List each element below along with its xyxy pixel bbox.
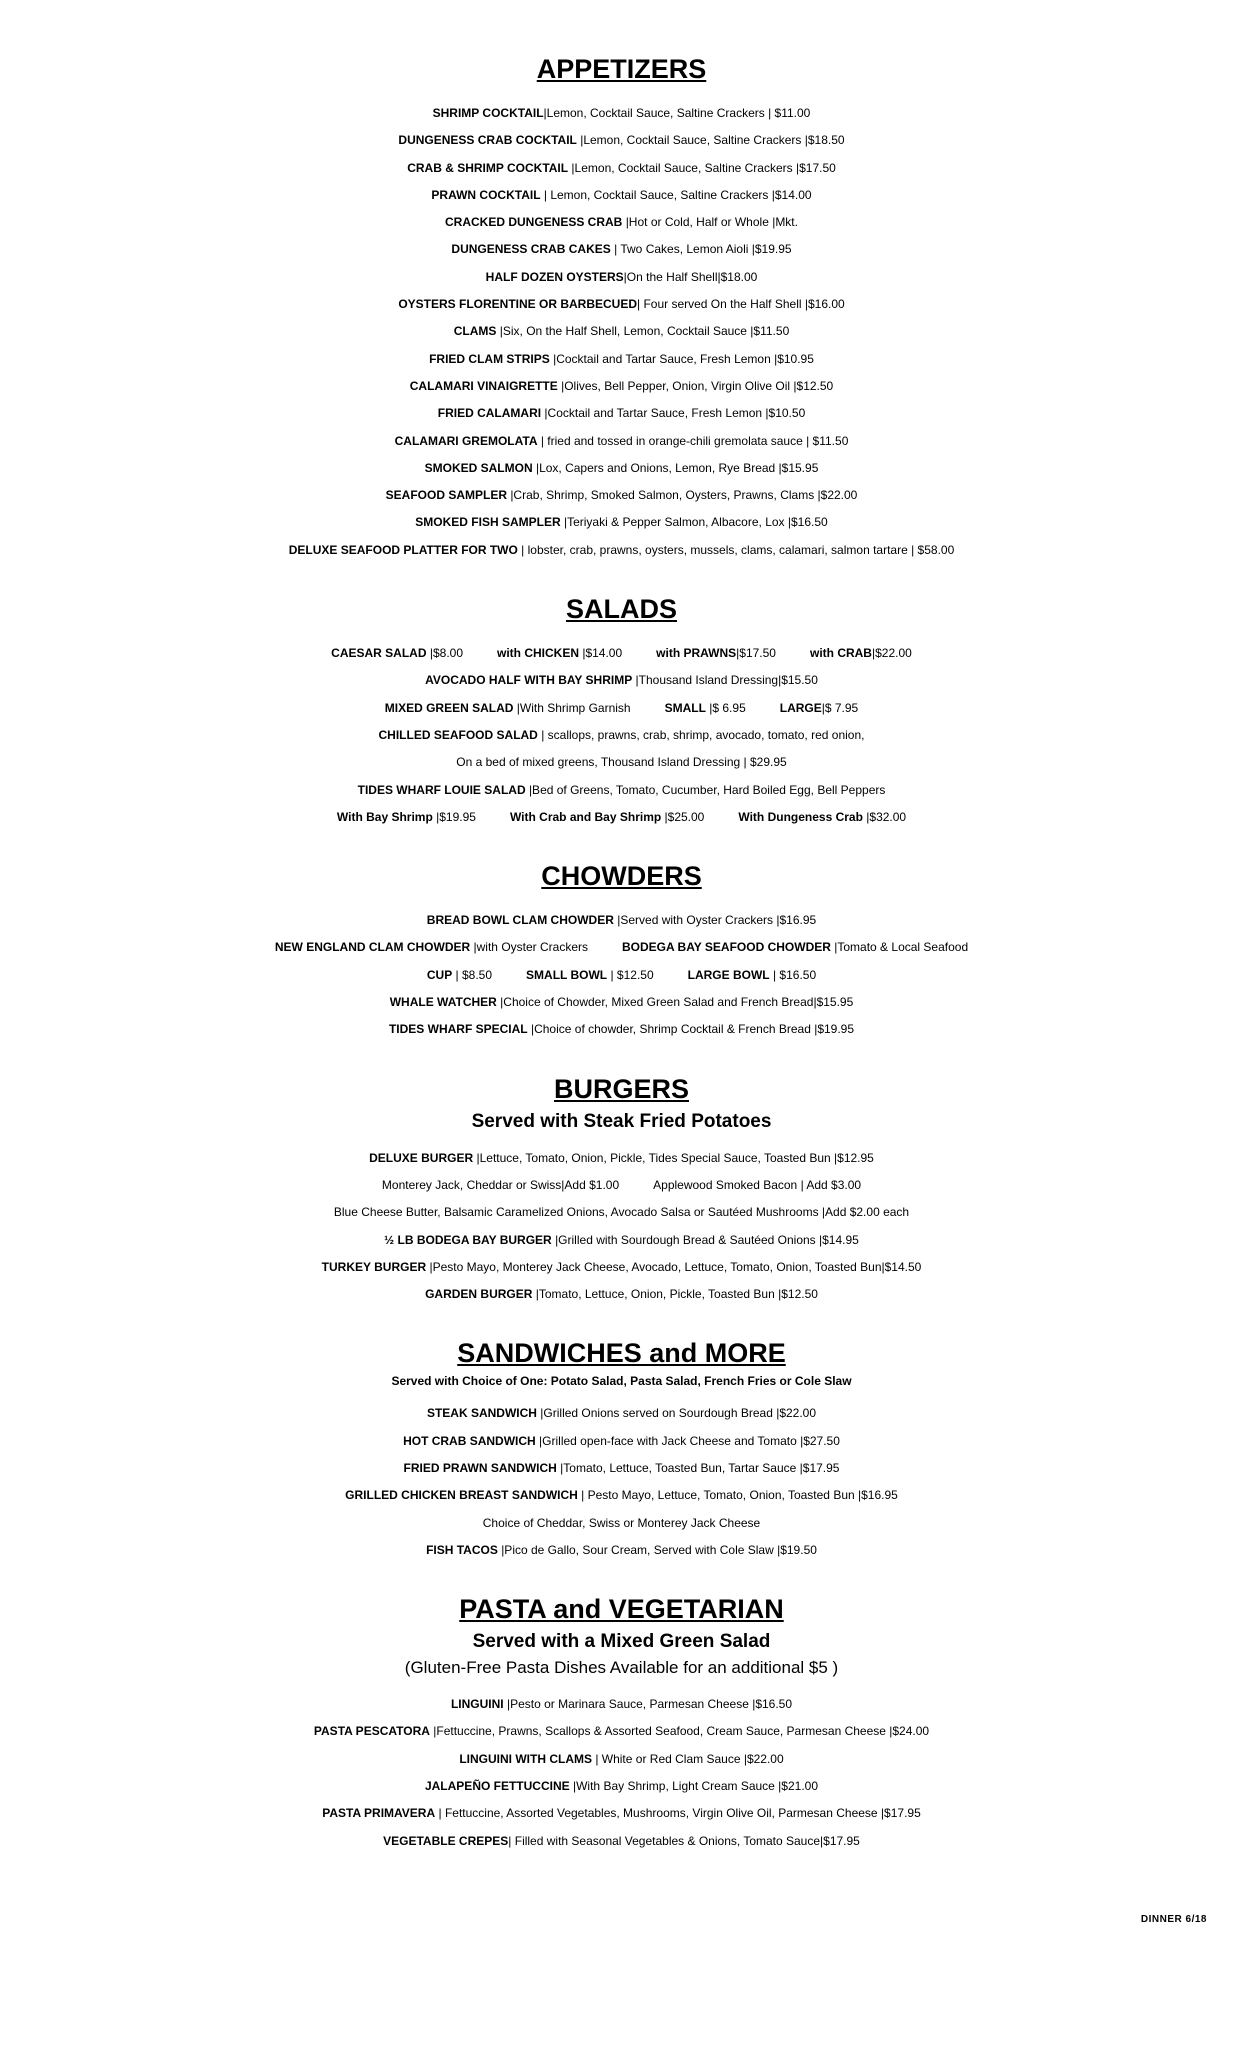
- menu-item: [445, 215, 798, 229]
- item-description: | Pesto Mayo, Lettuce, Tomato, Onion, Toasted Bun |$16.95: [577, 1488, 898, 1503]
- menu-item: [410, 379, 833, 393]
- item-name: FRIED CALAMARI: [437, 406, 542, 421]
- item-description: |Grilled open-face with Jack Cheese and Tomato |$27.50: [535, 1433, 840, 1448]
- menu-item: [334, 1205, 909, 1219]
- menu-line: [0, 1691, 1243, 1718]
- item-description: |Lemon, Cocktail Sauce, Saltine Crackers |$18.50: [576, 133, 845, 148]
- menu-item: [398, 297, 844, 311]
- item-name: LINGUINI WITH CLAMS: [459, 1751, 592, 1766]
- item-name: VEGETABLE CREPES: [383, 1833, 509, 1848]
- menu-line: [0, 400, 1243, 427]
- item-description: | $8.50: [452, 967, 493, 982]
- item-name: DUNGENESS CRAB CAKES: [451, 242, 611, 257]
- item-description: |$25.00: [661, 809, 705, 824]
- item-description: |with Oyster Crackers: [470, 940, 588, 955]
- item-name: TIDES WHARF SPECIAL: [388, 1022, 528, 1037]
- item-description: |Tomato, Lettuce, Toasted Bun, Tartar Sauce |$17.95: [556, 1460, 840, 1475]
- menu-item: [622, 940, 968, 954]
- item-description: |Olives, Bell Pepper, Onion, Virgin Olive Oil |$12.50: [557, 378, 834, 393]
- menu-footer: DINNER 6/18: [1140, 1914, 1207, 1925]
- item-name: CHILLED SEAFOOD SALAD: [378, 727, 538, 742]
- menu-item: [382, 1178, 619, 1192]
- item-name: with CHICKEN: [497, 646, 579, 661]
- item-name: with CRAB: [809, 646, 872, 661]
- menu-item: [483, 1516, 760, 1530]
- item-description: |Six, On the Half Shell, Lemon, Cocktail Sauce |$11.50: [496, 324, 790, 339]
- menu-line: [0, 777, 1243, 804]
- item-name: SMOKED SALMON: [424, 460, 533, 475]
- menu-line: [0, 1510, 1243, 1537]
- item-name: MIXED GREEN SALAD: [384, 700, 514, 715]
- section-title: SALADS: [565, 594, 677, 625]
- menu-item: [345, 1488, 898, 1502]
- menu-item: [369, 1151, 874, 1165]
- menu-item: [486, 270, 758, 284]
- item-name: SHRIMP COCKTAIL: [432, 106, 544, 120]
- section-spacer: [0, 831, 1243, 857]
- section-title: PASTA and VEGETARIAN: [459, 1594, 784, 1625]
- menu-item: [415, 515, 827, 529]
- section-spacer: [0, 564, 1243, 590]
- item-name: OYSTERS FLORENTINE OR BARBECUED: [398, 297, 637, 312]
- section-subtitle: Served with Steak Fried Potatoes: [471, 1110, 772, 1132]
- menu-item: [425, 461, 819, 475]
- item-description: On a bed of mixed greens, Thousand Island Dressing | $29.95: [456, 755, 787, 770]
- item-description: | White or Red Clam Sauce |$22.00: [591, 1751, 784, 1766]
- item-description: | fried and tossed in orange-chili gremolata sauce | $11.50: [537, 433, 849, 448]
- menu-item: [738, 810, 906, 824]
- item-description: |Crab, Shrimp, Smoked Salmon, Oysters, Prawns, Clams |$22.00: [506, 488, 858, 503]
- item-description: |$ 6.95: [705, 700, 746, 715]
- menu-line: [0, 182, 1243, 209]
- item-name: With Crab and Bay Shrimp: [509, 809, 662, 824]
- menu-line: [0, 1746, 1243, 1773]
- item-description: |Lettuce, Tomato, Onion, Pickle, Tides Special Sauce, Toasted Bun |$12.95: [473, 1150, 874, 1165]
- menu-line: [0, 1537, 1243, 1564]
- section-note: (Gluten-Free Pasta Dishes Available for an additional $5 ): [404, 1658, 839, 1678]
- item-description: | Fettuccine, Assorted Vegetables, Mushrooms, Virgin Olive Oil, Parmesan Cheese |$17.95: [435, 1806, 921, 1821]
- menu-item: [451, 1697, 792, 1711]
- item-name: JALAPEÑO FETTUCCINE: [424, 1779, 570, 1794]
- item-description: |Pesto or Marinara Sauce, Parmesan Cheese |$16.50: [503, 1697, 793, 1712]
- item-name: PASTA PESCATORA: [313, 1724, 430, 1739]
- item-description: |Lox, Capers and Onions, Lemon, Rye Bread |$15.95: [532, 460, 819, 475]
- section-subtitle: Served with Choice of One: Potato Salad, Pasta Salad, French Fries or Cole Slaw: [391, 1374, 852, 1389]
- menu-line: [0, 1199, 1243, 1226]
- item-description: |$14.00: [579, 646, 623, 661]
- item-description: |$ 7.95: [821, 700, 859, 715]
- item-description: |Cocktail and Tartar Sauce, Fresh Lemon |$10.50: [541, 406, 806, 421]
- menu-item: [384, 1233, 859, 1247]
- menu-item: [403, 1434, 840, 1448]
- menu-line: [0, 127, 1243, 154]
- menu-item: [390, 995, 854, 1009]
- menu-line: [0, 482, 1243, 509]
- item-name: CUP: [426, 967, 453, 982]
- item-name: TIDES WHARF LOUIE SALAD: [357, 782, 526, 797]
- item-name: CAESAR SALAD: [331, 646, 427, 661]
- item-description: | scallops, prawns, crab, shrimp, avocado, tomato, red onion,: [537, 727, 865, 742]
- item-description: |Served with Oyster Crackers |$16.95: [613, 913, 817, 928]
- menu-line: [0, 804, 1243, 831]
- item-description: | $16.50: [769, 967, 817, 982]
- item-description: |Tomato & Local Seafood: [830, 940, 969, 955]
- menu-line: [0, 291, 1243, 318]
- section-spacer: [0, 1390, 1243, 1400]
- menu-line: [0, 209, 1243, 236]
- menu-line: [0, 1400, 1243, 1427]
- menu-item: [385, 701, 631, 715]
- menu-item: [510, 810, 704, 824]
- menu-item: [331, 646, 463, 660]
- item-description: Choice of Cheddar, Swiss or Monterey Jack Cheese: [482, 1515, 761, 1530]
- item-name: FISH TACOS: [426, 1542, 498, 1557]
- menu-line: [0, 1800, 1243, 1827]
- section-sandwiches-and-more: [0, 1334, 1243, 1564]
- menu-line: [0, 1455, 1243, 1482]
- section-pasta-and-vegetarian: [0, 1590, 1243, 1855]
- item-name: GARDEN BURGER: [425, 1287, 533, 1302]
- menu-item: [426, 1543, 817, 1557]
- section-spacer: [0, 1564, 1243, 1590]
- menu-item: [322, 1260, 922, 1274]
- menu-line: [0, 537, 1243, 564]
- item-description: |Grilled with Sourdough Bread & Sautéed Onions |$14.95: [551, 1232, 859, 1247]
- item-name: NEW ENGLAND CLAM CHOWDER: [274, 940, 471, 955]
- item-description: |$8.00: [426, 646, 463, 661]
- menu-item: [438, 406, 806, 420]
- item-name: BREAD BOWL CLAM CHOWDER: [426, 913, 614, 928]
- item-description: |Hot or Cold, Half or Whole |Mkt.: [622, 215, 798, 230]
- menu-item: [656, 646, 776, 660]
- menu-line: [0, 455, 1243, 482]
- item-description: |Choice of chowder, Shrimp Cocktail & French Bread |$19.95: [527, 1022, 855, 1037]
- item-name: FRIED PRAWN SANDWICH: [403, 1460, 557, 1475]
- menu-item: [314, 1724, 929, 1738]
- item-name: PRAWN COCKTAIL: [431, 187, 541, 202]
- menu-line: [0, 1254, 1243, 1281]
- item-description: | Lemon, Cocktail Sauce, Saltine Crackers |$14.00: [540, 187, 812, 202]
- item-name: SMALL: [664, 700, 706, 715]
- menu-line: [0, 695, 1243, 722]
- item-description: |$22.00: [871, 646, 912, 661]
- item-description: Blue Cheese Butter, Balsamic Caramelized Onions, Avocado Salsa or Sautéed Mushrooms |Add $2.00 each: [333, 1205, 910, 1220]
- item-name: HALF DOZEN OYSTERS: [485, 269, 624, 284]
- menu-item: [665, 701, 746, 715]
- menu-line: [0, 428, 1243, 455]
- menu-item: [653, 1178, 861, 1192]
- menu-item: [427, 913, 816, 927]
- menu-line: [0, 1281, 1243, 1308]
- menu-item: [456, 755, 786, 769]
- section-spacer: [0, 1135, 1243, 1145]
- menu-item: [459, 1752, 783, 1766]
- section-spacer: [0, 1308, 1243, 1334]
- item-name: FRIED CLAM STRIPS: [429, 351, 550, 366]
- item-name: STEAK SANDWICH: [426, 1406, 537, 1421]
- menu-item: [275, 940, 588, 954]
- menu-line: [0, 155, 1243, 182]
- menu-line: [0, 1145, 1243, 1172]
- menu-line: [0, 907, 1243, 934]
- item-description: |With Bay Shrimp, Light Cream Sauce |$21.00: [569, 1779, 819, 1794]
- item-name: with PRAWNS: [656, 646, 737, 661]
- menu-item: [425, 1287, 818, 1301]
- menu-line: [0, 509, 1243, 536]
- menu-item: [383, 1834, 860, 1848]
- item-name: LARGE: [779, 700, 822, 715]
- menu: [0, 50, 1243, 1855]
- item-description: |On the Half Shell|$18.00: [623, 269, 758, 284]
- item-name: SMOKED FISH SAMPLER: [415, 515, 561, 530]
- item-description: | lobster, crab, prawns, oysters, mussels, clams, calamari, salmon tartare | $58.00: [517, 542, 955, 557]
- item-description: |Lemon, Cocktail Sauce, Saltine Crackers |$17.50: [568, 160, 836, 175]
- item-name: DELUXE SEAFOOD PLATTER FOR TWO: [288, 542, 518, 557]
- item-description: |With Shrimp Garnish: [513, 700, 631, 715]
- menu-line: [0, 1016, 1243, 1043]
- section-title: APPETIZERS: [536, 54, 707, 84]
- menu-item: [429, 352, 814, 366]
- item-description: |Pico de Gallo, Sour Cream, Served with Cole Slaw |$19.50: [497, 1542, 817, 1557]
- menu-line: [0, 346, 1243, 373]
- section-title: BURGERS: [553, 1073, 689, 1104]
- item-name: LINGUINI: [450, 1697, 504, 1712]
- item-name: CLAMS: [453, 324, 497, 339]
- item-description: |Grilled Onions served on Sourdough Bread |$22.00: [536, 1406, 817, 1421]
- menu-item: [425, 1779, 818, 1793]
- menu-line: [0, 1718, 1243, 1745]
- menu-item: [810, 646, 912, 660]
- menu-line: [0, 318, 1243, 345]
- item-description: |Pesto Mayo, Monterey Jack Cheese, Avocado, Lettuce, Tomato, Onion, Toasted Bun|$14.50: [426, 1259, 922, 1274]
- item-name: CRACKED DUNGENESS CRAB: [445, 215, 623, 230]
- section-chowders: [0, 857, 1243, 1043]
- item-description: | Filled with Seasonal Vegetables & Onions, Tomato Sauce|$17.95: [508, 1833, 860, 1848]
- menu-item: [780, 701, 858, 715]
- menu-item: [433, 106, 811, 120]
- menu-item: [386, 488, 858, 502]
- section-subtitle: Served with a Mixed Green Salad: [472, 1631, 771, 1653]
- menu-line: [0, 236, 1243, 263]
- menu-line: [0, 1172, 1243, 1199]
- menu-line: [0, 264, 1243, 291]
- menu-item: [407, 161, 836, 175]
- section-title: SANDWICHES and MORE: [457, 1338, 786, 1369]
- item-name: GRILLED CHICKEN BREAST SANDWICH: [345, 1488, 578, 1503]
- menu-item: [454, 324, 790, 338]
- item-name: SMALL BOWL: [526, 967, 608, 982]
- menu-item: [451, 242, 791, 256]
- menu-item: [497, 646, 622, 660]
- menu-item: [358, 783, 886, 797]
- item-description: |$32.00: [862, 809, 907, 824]
- section-salads: [0, 590, 1243, 831]
- menu-line: [0, 667, 1243, 694]
- menu-line: [0, 962, 1243, 989]
- item-name: TURKEY BURGER: [321, 1259, 427, 1274]
- section-spacer: [0, 1681, 1243, 1691]
- menu-item: [526, 968, 654, 982]
- item-name: PASTA PRIMAVERA: [322, 1806, 436, 1821]
- item-name: With Bay Shrimp: [336, 809, 433, 824]
- item-name: CALAMARI VINAIGRETTE: [409, 378, 558, 393]
- menu-line: [0, 1227, 1243, 1254]
- menu-line: [0, 1773, 1243, 1800]
- section-appetizers: [0, 50, 1243, 564]
- item-name: DUNGENESS CRAB COCKTAIL: [398, 133, 577, 148]
- item-name: CALAMARI GREMOLATA: [394, 433, 538, 448]
- item-description: |Cocktail and Tartar Sauce, Fresh Lemon |$10.95: [549, 351, 814, 366]
- menu-item: [404, 1461, 840, 1475]
- menu-line: [0, 1482, 1243, 1509]
- menu-item: [322, 1806, 921, 1820]
- menu-item: [337, 810, 476, 824]
- item-description: |Choice of Chowder, Mixed Green Salad and French Bread|$15.95: [496, 995, 854, 1010]
- menu-item: [389, 1022, 854, 1036]
- item-name: With Dungeness Crab: [738, 809, 863, 824]
- item-name: BODEGA BAY SEAFOOD CHOWDER: [622, 940, 831, 955]
- item-description: |Fettuccine, Prawns, Scallops & Assorted Seafood, Cream Sauce, Parmesan Cheese |$24.00: [429, 1724, 930, 1739]
- section-burgers: [0, 1070, 1243, 1309]
- menu-line: [0, 934, 1243, 961]
- menu-line: [0, 989, 1243, 1016]
- item-name: SEAFOOD SAMPLER: [385, 488, 507, 503]
- item-description: |Thousand Island Dressing|$15.50: [632, 673, 818, 688]
- menu-line: [0, 749, 1243, 776]
- menu-line: [0, 373, 1243, 400]
- menu-item: [289, 543, 955, 557]
- item-name: DELUXE BURGER: [369, 1150, 474, 1165]
- menu-item: [427, 968, 492, 982]
- item-name: AVOCADO HALF WITH BAY SHRIMP: [425, 673, 633, 688]
- menu-line: [0, 1428, 1243, 1455]
- item-description: | Four served On the Half Shell |$16.00: [637, 297, 845, 312]
- menu-line: [0, 1828, 1243, 1855]
- menu-line: [0, 640, 1243, 667]
- menu-item: [398, 133, 844, 147]
- item-description: |Teriyaki & Pepper Salmon, Albacore, Lox |$16.50: [560, 515, 828, 530]
- item-name: HOT CRAB SANDWICH: [403, 1433, 536, 1448]
- item-description: |Lemon, Cocktail Sauce, Saltine Crackers | $11.00: [543, 106, 811, 120]
- section-title: CHOWDERS: [541, 861, 702, 892]
- menu-item: [425, 673, 818, 687]
- menu-item: [688, 968, 817, 982]
- item-description: |Tomato, Lettuce, Onion, Pickle, Toasted Bun |$12.50: [532, 1287, 818, 1302]
- menu-item: [427, 1406, 816, 1420]
- menu-item: [395, 434, 849, 448]
- item-name: WHALE WATCHER: [389, 995, 497, 1010]
- item-description: Monterey Jack, Cheddar or Swiss|Add $1.00: [381, 1177, 620, 1192]
- item-name: LARGE BOWL: [687, 967, 770, 982]
- item-name: CRAB & SHRIMP COCKTAIL: [407, 160, 569, 175]
- item-description: | Two Cakes, Lemon Aioli |$19.95: [610, 242, 792, 257]
- item-description: |$17.50: [736, 646, 776, 661]
- menu-item: [379, 728, 865, 742]
- section-spacer: [0, 1044, 1243, 1070]
- item-description: | $12.50: [607, 967, 654, 982]
- item-name: ½ LB BODEGA BAY BURGER: [384, 1232, 552, 1247]
- menu-line: [0, 722, 1243, 749]
- menu-line: [0, 100, 1243, 127]
- item-description: Applewood Smoked Bacon | Add $3.00: [653, 1177, 862, 1192]
- item-description: |Bed of Greens, Tomato, Cucumber, Hard Boiled Egg, Bell Peppers: [525, 782, 886, 797]
- item-description: |$19.95: [432, 809, 476, 824]
- menu-item: [431, 188, 811, 202]
